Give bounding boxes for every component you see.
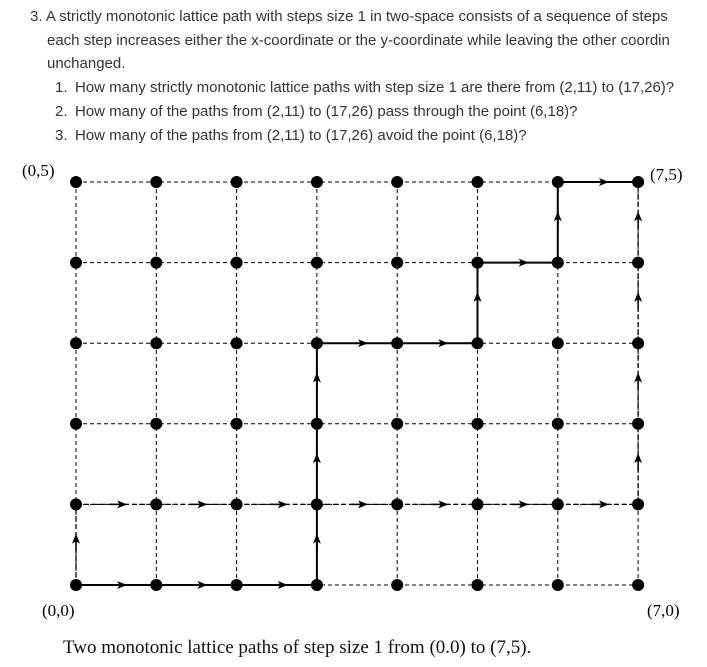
lattice-point (552, 257, 564, 269)
lattice-point (231, 498, 243, 510)
figure-caption: Two monotonic lattice paths of step size 1 from (0.0) to (7,5). (63, 637, 532, 658)
lattice-point (231, 176, 243, 188)
problem-text (0, 0, 707, 150)
lattice-point (552, 337, 564, 349)
question-text: How many strictly monotonic lattice paths with step size 1 are there from (2,11) to (17,26)? (75, 79, 675, 96)
lattice-point (311, 418, 323, 430)
lattice-point (150, 176, 162, 188)
question-number: 3. (55, 127, 68, 144)
lattice-point (632, 498, 644, 510)
grid-lines (76, 182, 638, 585)
label-bottom-right: (7,0) (647, 601, 680, 620)
lattice-point (632, 418, 644, 430)
lattice-point (391, 418, 403, 430)
lattice-point (391, 498, 403, 510)
lattice-point (150, 418, 162, 430)
dashed-lattice-path (76, 182, 638, 585)
label-bottom-left: (0,0) (42, 601, 75, 620)
lattice-point (150, 337, 162, 349)
lattice-point (231, 337, 243, 349)
lattice-point (472, 418, 484, 430)
lattice-point (632, 579, 644, 591)
lattice-point (632, 176, 644, 188)
lattice-point (311, 579, 323, 591)
lattice-point (552, 418, 564, 430)
lattice-point (150, 579, 162, 591)
lattice-point (472, 498, 484, 510)
problem-stem-line-1: 3. A strictly monotonic lattice path with steps size 1 in two-space consists of a sequence of steps (30, 8, 668, 25)
lattice-point (70, 257, 82, 269)
lattice-point (632, 257, 644, 269)
lattice-point (70, 337, 82, 349)
lattice-point (472, 337, 484, 349)
lattice-point (311, 498, 323, 510)
solid-lattice-path (76, 182, 638, 585)
label-top-right: (7,5) (650, 165, 683, 184)
label-top-left: (0,5) (22, 161, 55, 180)
lattice-point (70, 498, 82, 510)
question-3 (55, 127, 527, 145)
question-number: 2. (55, 103, 68, 120)
lattice-point (472, 579, 484, 591)
lattice-point (552, 579, 564, 591)
lattice-point (311, 337, 323, 349)
question-2 (55, 103, 578, 121)
lattice-point (70, 176, 82, 188)
lattice-point (552, 176, 564, 188)
lattice-point (472, 257, 484, 269)
lattice-point (632, 337, 644, 349)
lattice-point (70, 579, 82, 591)
lattice-point (391, 257, 403, 269)
lattice-point (391, 579, 403, 591)
lattice-point (70, 418, 82, 430)
lattice-point (391, 337, 403, 349)
lattice-point (472, 176, 484, 188)
lattice-point (231, 418, 243, 430)
lattice-point (231, 579, 243, 591)
question-text: How many of the paths from (2,11) to (17,26) pass through the point (6,18)? (75, 103, 578, 120)
lattice-point (552, 498, 564, 510)
question-number: 1. (55, 79, 68, 96)
lattice-path-figure (0, 150, 707, 630)
problem-stem-line-3: unchanged. (47, 55, 126, 72)
lattice-point (311, 176, 323, 188)
lattice-point (150, 257, 162, 269)
lattice-point (391, 176, 403, 188)
problem-stem-line-2: each step increases either the x-coordinate or the y-coordinate while leaving the other coordin (47, 32, 670, 49)
question-text: How many of the paths from (2,11) to (17,26) avoid the point (6,18)? (75, 127, 527, 144)
lattice-point (311, 257, 323, 269)
question-1 (55, 79, 674, 97)
lattice-point (231, 257, 243, 269)
lattice-point (150, 498, 162, 510)
